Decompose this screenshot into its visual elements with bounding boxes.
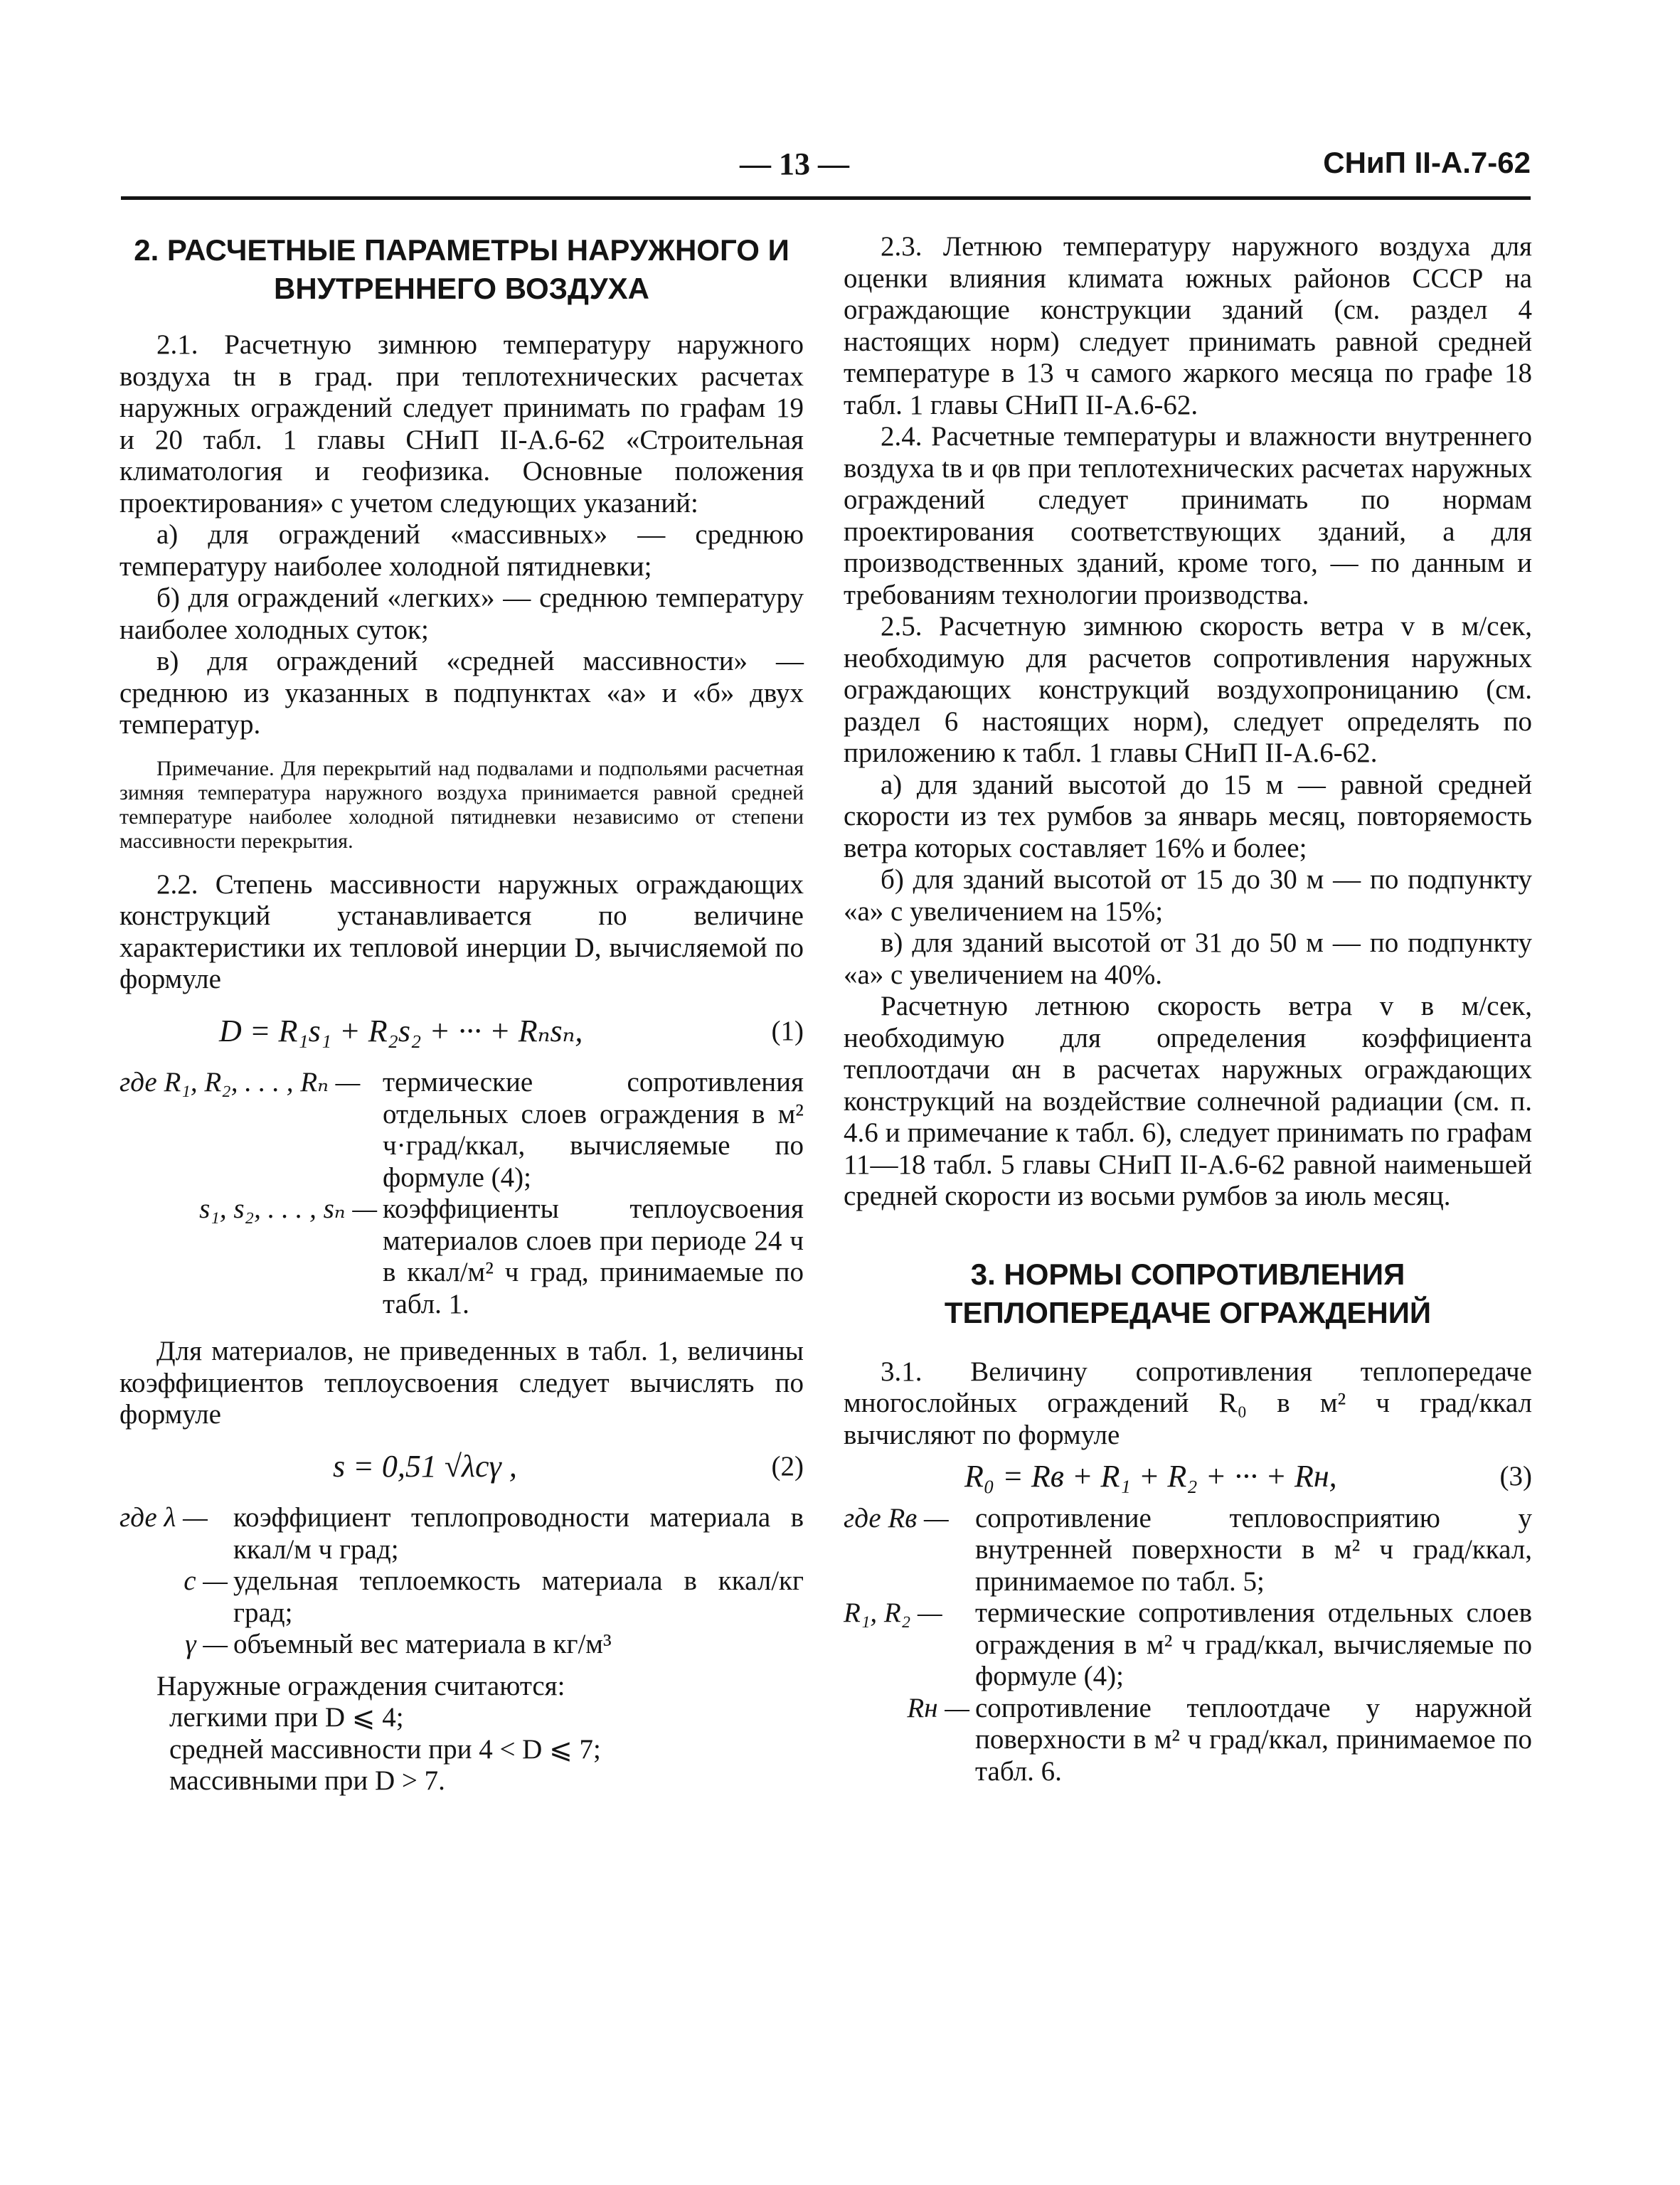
definition-text: термические сопротивления отдельных слоев ограждения в м² ч·град/ккал, вычисляемые по формуле (4); <box>383 1067 804 1193</box>
paragraph-2-1: 2.1. Расчетную зимнюю температуру наружного воздуха tн в град. при теплотехнических расчетах наружных ограждений следует принимать по графам 19 и 20 табл. 1 главы СНиП II-А.6-62 «Строительная климатология и геофизика. Основные положения проектирования» с учетом следующих указаний: <box>119 329 804 519</box>
paragraph-consider: Наружные ограждения считаются: <box>156 1670 565 1701</box>
definition-symbol: γ — <box>185 1629 228 1659</box>
section-2-heading: 2. РАСЧЕТНЫЕ ПАРАМЕТРЫ НАРУЖНОГО И ВНУТРЕННЕГО ВОЗДУХА <box>134 233 790 305</box>
formula-3-number: (3) <box>1499 1461 1532 1492</box>
note: Примечание. Для перекрытий над подвалами и подпольями расчетная зимняя температура наружного воздуха принимается равной средней температуре наиболее холодной пятидневки независимо от степени массивности перекрытия. <box>119 756 804 853</box>
definition-text: удельная теплоемкость материала в ккал/кг град; <box>233 1565 804 1628</box>
definition-text: коэффициент теплопроводности материала в ккал/м ч град; <box>233 1502 804 1565</box>
section-3-heading: 3. НОРМЫ СОПРОТИВЛЕНИЯ ТЕПЛОПЕРЕДАЧЕ ОГРАЖДЕНИЙ <box>944 1257 1432 1329</box>
formula-2 <box>119 1448 804 1484</box>
definition-row <box>119 1565 804 1629</box>
formula-2-expression: s = 0,51 √λcγ , <box>333 1448 517 1484</box>
formula-2-number: (2) <box>771 1450 804 1482</box>
formula-1-expression: D = R₁s₁ + R₂s₂ + ··· + Rₙsₙ, <box>219 1013 583 1048</box>
medium-condition: средней массивности при 4 < D ⩽ 7; <box>169 1733 601 1765</box>
massive-condition: массивными при D > 7. <box>169 1765 445 1796</box>
paragraph-materials: Для материалов, не приведенных в табл. 1, величины коэффициентов теплоусвоения следует вычислять по формуле <box>119 1336 804 1430</box>
formula-1 <box>119 1013 804 1048</box>
definition-symbol: s₁, s₂, . . . , sₙ — <box>199 1193 377 1224</box>
definition-symbol: Rн — <box>907 1692 969 1723</box>
paragraph-2-1-b: б) для ограждений «легких» — среднюю температуру наиболее холодных суток; <box>119 583 804 645</box>
formula-3 <box>844 1461 1532 1493</box>
formula-3-expression: R₀ = Rв + R₁ + R₂ + ··· + Rн, <box>964 1459 1337 1494</box>
formula-1-number: (1) <box>771 1015 804 1046</box>
paragraph-2-1-a: а) для ограждений «массивных» — среднюю температуру наиболее холодной пятидневки; <box>119 519 804 582</box>
definition-row <box>844 1693 1532 1788</box>
definition-row <box>119 1502 804 1565</box>
definition-text: термические сопротивления отдельных слоев ограждения в м² ч град/ккал, вычисляемые по формуле (4); <box>975 1597 1532 1691</box>
definition-symbol: c — <box>184 1565 228 1596</box>
definition-row <box>119 1067 804 1193</box>
right-column <box>844 231 1532 1797</box>
paragraph-2-2: 2.2. Степень массивности наружных ограждающих конструкций устанавливается по величине характеристики их тепловой инерции D, вычисляемой по формуле <box>119 868 804 994</box>
definition-row <box>844 1503 1532 1598</box>
paragraph-2-1-c: в) для ограждений «средней массивности» — среднюю из указанных в подпунктах «а» и «б» двух температур. <box>119 646 804 740</box>
paragraph-2-4: 2.4. Расчетные температуры и влажности внутреннего воздуха tв и φв при теплотехнических расчетах наружных ограждений следует принимать по нормам проектирования соответствующих зданий, а для производственных зданий, кроме того, — по данным и требованиям технологии производства. <box>844 421 1532 610</box>
paragraph-3-1: 3.1. Величину сопротивления теплопередаче многослойных ограждений R₀ в м² ч град/ккал вычисляют по формуле <box>844 1356 1532 1450</box>
definition-symbol: где λ — <box>119 1502 208 1533</box>
definition-text: коэффициенты теплоусвоения материалов слоев при периоде 24 ч в ккал/м² ч град, принимаемые по табл. 1. <box>383 1193 804 1319</box>
paragraph-summer-wind: Расчетную летнюю скорость ветра v в м/сек, необходимую для определения коэффициента теплоотдачи αн в расчетах наружных ограждающих конструкций на воздействие солнечной радиации (см. п. 4.6 и примечание к табл. 6), следует принимать по графам 11—18 табл. 5 главы СНиП II-А.6-62 равной наименьшей средней скорости из восьми румбов за июль месяц. <box>844 991 1532 1211</box>
paragraph-2-5: 2.5. Расчетную зимнюю скорость ветра v в м/сек, необходимую для расчетов сопротивления наружных ограждающих конструкций воздухопроницанию (см. раздел 6 настоящих норм), следует определять по приложению к табл. 1 главы СНиП II-А.6-62. <box>844 611 1532 768</box>
definitions-1 <box>119 1067 804 1320</box>
header-rule <box>121 196 1531 200</box>
definition-text: объемный вес материала в кг/м³ <box>233 1629 612 1659</box>
left-column <box>119 231 804 1797</box>
paragraph-2-5-b: б) для зданий высотой от 15 до 30 м — по подпункту «а» с увеличением на 15%; <box>844 864 1532 927</box>
definition-symbol: R₁, R₂ — <box>844 1597 942 1628</box>
page-number: — 13 — <box>740 147 849 181</box>
definition-row <box>119 1193 804 1320</box>
definition-text: сопротивление тепловосприятию у внутренней поверхности в м² ч град/ккал, принимаемое по табл. 5; <box>975 1502 1532 1597</box>
paragraph-2-3: 2.3. Летнюю температуру наружного воздуха для оценки влияния климата южных районов СССР на ограждающие конструкции зданий (см. раздел 4 настоящих норм) следует принимать равной средней температуре в 13 ч самого жаркого месяца по графе 18 табл. 1 главы СНиП II-А.6-62. <box>844 231 1532 420</box>
definition-symbol: где R₁, R₂, . . . , Rₙ — <box>119 1067 361 1097</box>
paragraph-2-5-a: а) для зданий высотой до 15 м — равной средней скорости из тех румбов за январь месяц, повторяемость ветра которых составляет 16% и более; <box>844 769 1532 863</box>
definition-text: сопротивление теплоотдаче у наружной поверхности в м² ч град/ккал, принимаемое по табл. 6. <box>975 1692 1532 1787</box>
light-condition: легкими при D ⩽ 4; <box>169 1702 404 1733</box>
definition-row <box>844 1597 1532 1693</box>
definition-symbol: где Rв — <box>844 1502 949 1533</box>
definitions-3 <box>844 1503 1532 1788</box>
definition-row <box>119 1629 804 1661</box>
definitions-2 <box>119 1502 804 1661</box>
paragraph-2-5-c: в) для зданий высотой от 31 до 50 м — по подпункту «а» с увеличением на 40%. <box>844 927 1532 990</box>
document-code: СНиП II-А.7-62 <box>1323 146 1531 179</box>
